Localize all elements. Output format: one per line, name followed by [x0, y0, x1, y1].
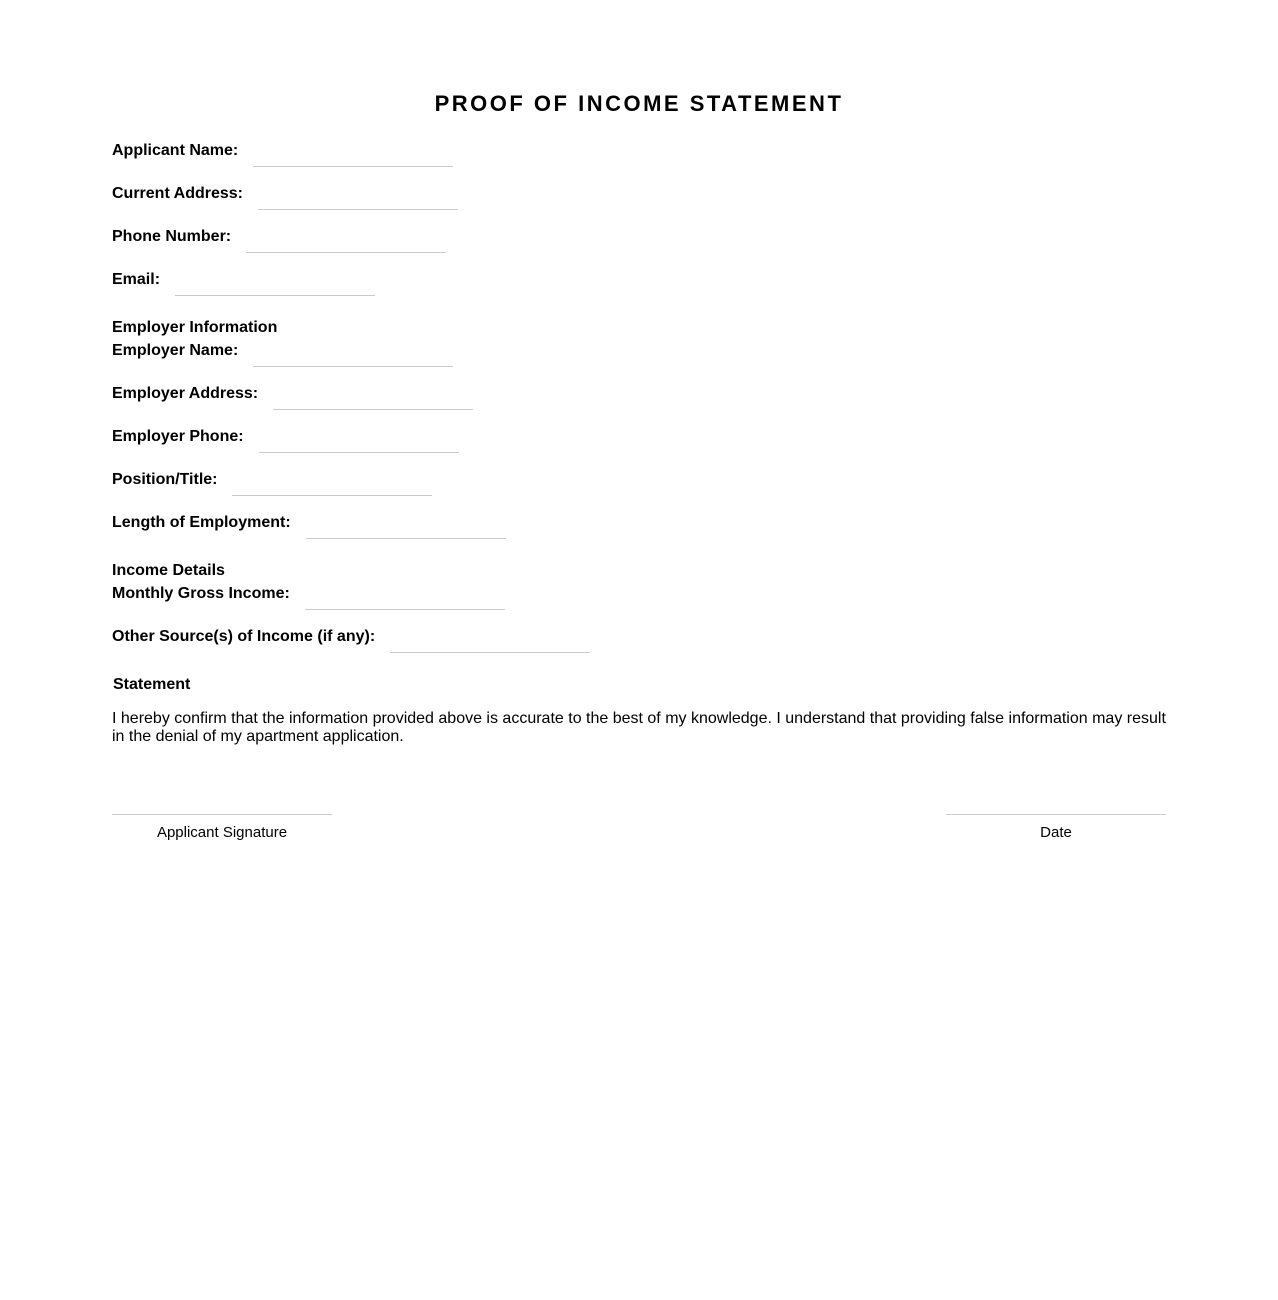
- employer-address-field[interactable]: [273, 385, 473, 410]
- statement-heading: Statement: [113, 676, 191, 693]
- statement-text: I hereby confirm that the information provided above is accurate to the best of my knowledge. I understand that providing false information may result in the denial of my apartment application.: [112, 710, 1166, 745]
- email-row: [112, 271, 375, 296]
- applicant-signature-line[interactable]: [112, 814, 332, 841]
- applicant-name-field[interactable]: [253, 142, 453, 167]
- employer-name-row: [112, 342, 453, 367]
- other-income-row: [112, 628, 590, 653]
- employer-phone-label: Employer Phone:: [112, 428, 244, 445]
- income-details-heading: Income Details: [112, 562, 225, 579]
- employer-phone-row: [112, 428, 459, 453]
- applicant-name-label: Applicant Name:: [112, 142, 239, 159]
- current-address-label: Current Address:: [112, 185, 243, 202]
- phone-number-label: Phone Number:: [112, 228, 232, 245]
- email-label: Email:: [112, 271, 161, 288]
- monthly-gross-income-field[interactable]: [305, 585, 505, 610]
- employer-name-field[interactable]: [253, 342, 453, 367]
- employer-information-heading: Employer Information: [112, 319, 278, 336]
- other-income-label: Other Source(s) of Income (if any):: [112, 628, 376, 645]
- monthly-gross-income-label: Monthly Gross Income:: [112, 585, 290, 602]
- page-title: PROOF OF INCOME STATEMENT: [434, 91, 844, 116]
- applicant-signature-label: Applicant Signature: [156, 824, 288, 841]
- length-of-employment-field[interactable]: [306, 514, 506, 539]
- phone-number-field[interactable]: [246, 228, 446, 253]
- employer-address-label: Employer Address:: [112, 385, 259, 402]
- length-of-employment-row: [112, 514, 506, 539]
- phone-number-row: [112, 228, 446, 253]
- employer-name-label: Employer Name:: [112, 342, 239, 359]
- current-address-row: [112, 185, 458, 210]
- position-title-label: Position/Title:: [112, 471, 218, 488]
- applicant-name-row: [112, 142, 453, 167]
- position-title-field[interactable]: [232, 471, 432, 496]
- monthly-gross-income-row: [112, 585, 505, 610]
- current-address-field[interactable]: [258, 185, 458, 210]
- email-field[interactable]: [175, 271, 375, 296]
- other-income-field[interactable]: [390, 628, 590, 653]
- employer-phone-field[interactable]: [259, 428, 459, 453]
- date-label: Date: [1040, 824, 1072, 841]
- length-of-employment-label: Length of Employment:: [112, 514, 291, 531]
- position-title-row: [112, 471, 432, 496]
- date-line[interactable]: [946, 814, 1166, 841]
- employer-address-row: [112, 385, 473, 410]
